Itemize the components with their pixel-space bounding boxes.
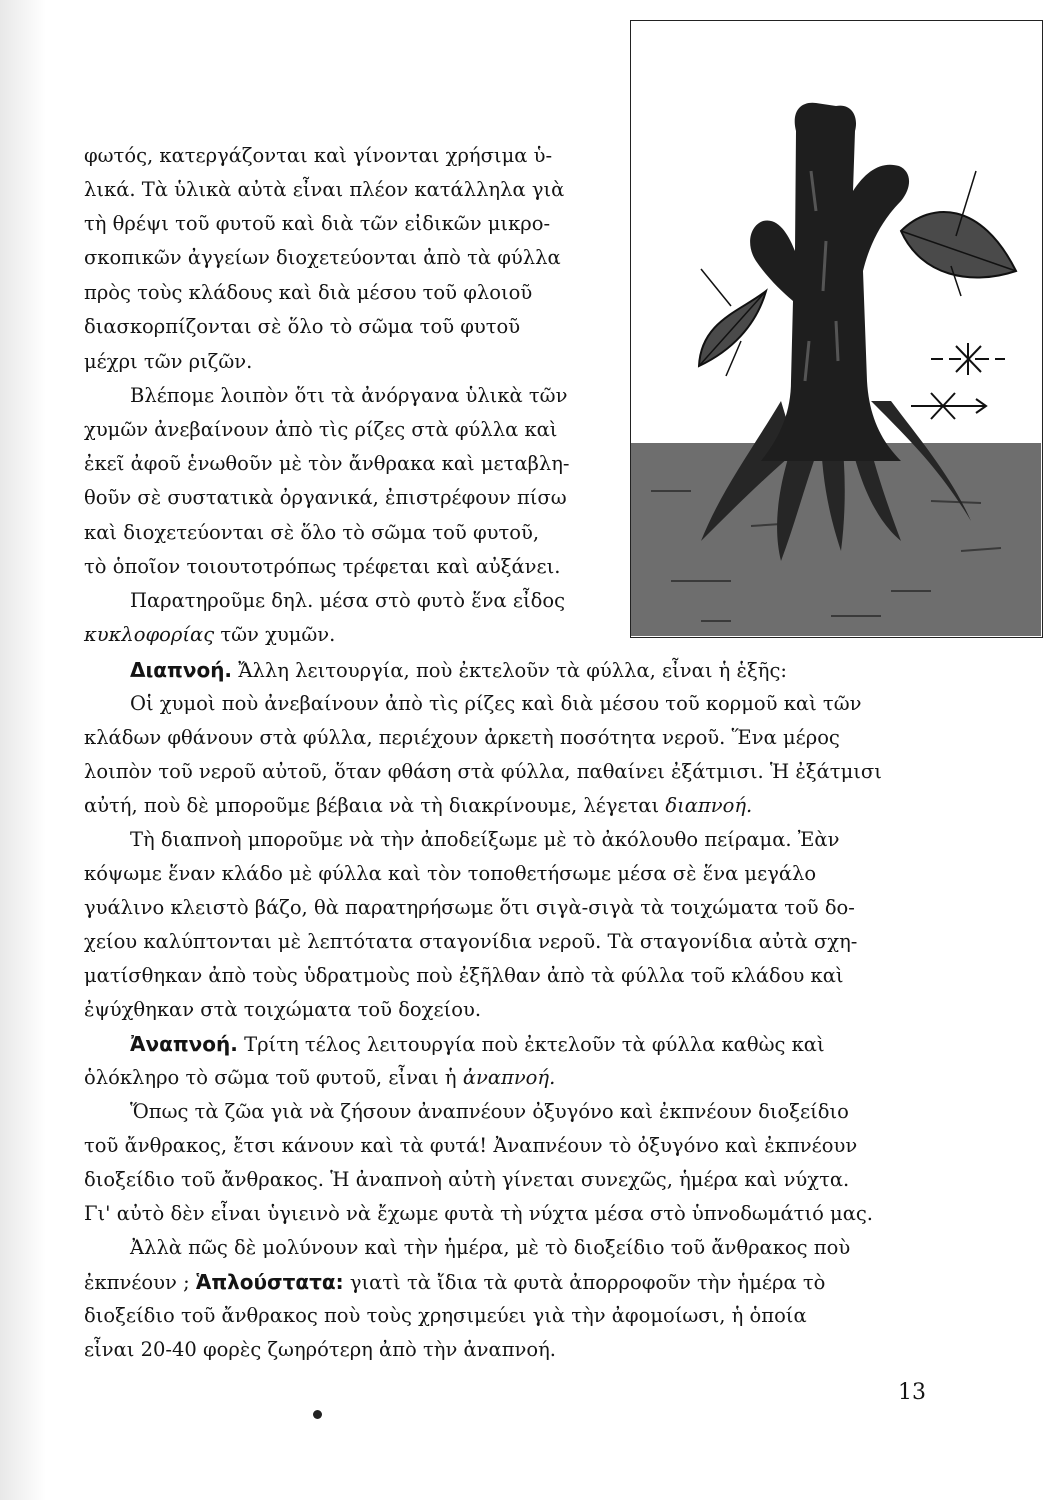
text-line: διασκορπίζονται σὲ ὅλο τὸ σῶμα τοῦ φυτοῦ [84, 315, 521, 338]
text-line: εἶναι 20-40 φορὲς ζωηρότερη ἀπὸ τὴν ἀναπνοή. [84, 1338, 556, 1361]
text-line: καὶ διοχετεύονται σὲ ὅλο τὸ σῶμα τοῦ φυτοῦ, [84, 521, 540, 544]
tree-roots-leaves-icon [631, 21, 1041, 636]
text-fragment: γιατὶ τὰ ἴδια τὰ φυτὰ ἀπορροφοῦν τὴν ἡμέρα τὸ [343, 1271, 826, 1294]
text-line: ἐκεῖ ἀφοῦ ἑνωθοῦν μὲ τὸν ἄνθρακα καὶ μεταβλη- [84, 452, 570, 475]
text-line: Παρατηροῦμε δηλ. μέσα στὸ φυτὸ ἕνα εἶδος [130, 589, 566, 612]
text-line: Ὅπως τὰ ζῶα γιὰ νὰ ζήσουν ἀναπνέουν ὀξυγόνο καὶ ἐκπνέουν διοξείδιο [130, 1100, 849, 1123]
page-number: 13 [898, 1380, 926, 1405]
text-line: ἐψύχθηκαν στὰ τοιχώματα τοῦ δοχείου. [84, 998, 482, 1021]
text-line: Βλέπομε λοιπὸν ὅτι τὰ ἀνόργανα ὑλικὰ τῶν [130, 384, 568, 407]
text-line: λικά. Τὰ ὑλικὰ αὐτὰ εἶναι πλέον κατάλληλα γιὰ [84, 178, 565, 201]
section-heading-line [130, 660, 787, 681]
italic-term: ἀναπνοή. [462, 1066, 556, 1089]
text-line: κόψωμε ἕναν κλάδο μὲ φύλλα καὶ τὸν τοποθετήσωμε μέσα σὲ ἕνα μεγάλο [84, 862, 817, 885]
text-line [84, 1068, 555, 1088]
italic-term: διαπνοή. [665, 794, 753, 817]
text-line [84, 1272, 825, 1293]
bold-term: Ἁπλούστατα: [195, 1270, 344, 1294]
section-heading-diapnoi: Διαπνοή. [130, 658, 233, 682]
text-line: Ἀλλὰ πῶς δὲ μολύνουν καὶ τὴν ἡμέρα, μὲ τὸ διοξείδιο τοῦ ἄνθρακος ποὺ [130, 1236, 851, 1259]
tree-illustration [630, 20, 1043, 638]
text-line: μέχρι τῶν ριζῶν. [84, 350, 253, 373]
page-binding-shadow [0, 0, 46, 1500]
text-fragment: ὁλόκληρο τὸ σῶμα τοῦ φυτοῦ, εἶναι ἡ [84, 1066, 463, 1089]
text-line: Οἱ χυμοὶ ποὺ ἀνεβαίνουν ἀπὸ τὶς ρίζες καὶ διὰ μέσου τοῦ κορμοῦ καὶ τῶν [130, 692, 862, 715]
text-fragment: ἐκπνέουν ; [84, 1271, 196, 1294]
text-line: φωτός, κατεργάζονται καὶ γίνονται χρήσιμα ὑ- [84, 144, 553, 167]
text-fragment: αὐτή, ποὺ δὲ μποροῦμε βέβαια νὰ τὴ διακρίνουμε, λέγεται [84, 794, 666, 817]
text-line: τὴ θρέψι τοῦ φυτοῦ καὶ διὰ τῶν εἰδικῶν μικρο- [84, 212, 551, 235]
text-line: χυμῶν ἀνεβαίνουν ἀπὸ τὶς ρίζες στὰ φύλλα καὶ [84, 418, 558, 441]
text-fragment: Ἄλλη λειτουργία, ποὺ ἐκτελοῦν τὰ φύλλα, εἶναι ἡ ἑξῆς: [232, 659, 787, 682]
italic-term: κυκλοφορίας [84, 623, 215, 646]
right-leaf [901, 212, 1016, 278]
text-line: γυάλινο κλειστὸ βάζο, θὰ παρατηρήσωμε ὅτι σιγὰ-σιγὰ τὰ τοιχώματα τοῦ δο- [84, 896, 855, 919]
text-line: πρὸς τοὺς κλάδους καὶ διὰ μέσου τοῦ φλοιοῦ [84, 281, 533, 304]
text-line: λοιπὸν τοῦ νεροῦ αὐτοῦ, ὅταν φθάση στὰ φύλλα, παθαίνει ἐξάτμισι. Ἡ ἐξάτμισι [84, 760, 882, 783]
text-line: χείου καλύπτονται μὲ λεπτότατα σταγονίδια νεροῦ. Τὰ σταγονίδια αὐτὰ σχη- [84, 930, 858, 953]
section-heading-line [130, 1034, 825, 1055]
text-line: Γι' αὐτὸ δὲν εἶναι ὑγιεινὸ νὰ ἔχωμε φυτὰ τὴ νύχτα μέσα στὸ ὑπνοδωμάτιό μας. [84, 1202, 874, 1225]
text-line [84, 625, 335, 645]
text-line: διοξείδιο τοῦ ἄνθρακος. Ἡ ἀναπνοὴ αὐτὴ γίνεται συνεχῶς, ἡμέρα καὶ νύχτα. [84, 1168, 850, 1191]
printed-dot-mark [313, 1410, 322, 1419]
text-fragment: Τρίτη τέλος λειτουργία ποὺ ἐκτελοῦν τὰ φύλλα καθὼς καὶ [237, 1033, 825, 1056]
text-line: ματίσθηκαν ἀπὸ τοὺς ὑδρατμοὺς ποὺ ἐξῆλθαν ἀπὸ τὰ φύλλα τοῦ κλάδου καὶ [84, 964, 844, 987]
arrow-symbols [911, 343, 1005, 419]
text-line [84, 796, 752, 816]
text-fragment: τῶν χυμῶν. [214, 623, 336, 646]
text-line: κλάδων φθάνουν στὰ φύλλα, περιέχουν ἀρκετὴ ποσότητα νεροῦ. Ἕνα μέρος [84, 726, 840, 749]
text-line: τὸ ὁποῖον τοιουτοτρόπως τρέφεται καὶ αὐξάνει. [84, 555, 561, 578]
text-line: σκοπικῶν ἀγγείων διοχετεύονται ἀπὸ τὰ φύλλα [84, 246, 561, 269]
text-line: Τὴ διαπνοὴ μποροῦμε νὰ τὴν ἀποδείξωμε μὲ τὸ ἀκόλουθο πείραμα. Ἐὰν [130, 828, 840, 851]
section-heading-anapnoi: Ἀναπνοή. [130, 1032, 238, 1056]
text-line: διοξείδιο τοῦ ἄνθρακος ποὺ τοὺς χρησιμεύει γιὰ τὴν ἀφομοίωσι, ἡ ὁποία [84, 1304, 807, 1327]
text-line: θοῦν σὲ συστατικὰ ὀργανικά, ἐπιστρέφουν πίσω [84, 486, 567, 509]
text-line: τοῦ ἄνθρακος, ἔτσι κάνουν καὶ τὰ φυτά! Ἀναπνέουν τὸ ὀξυγόνο καὶ ἐκπνέουν [84, 1134, 858, 1157]
